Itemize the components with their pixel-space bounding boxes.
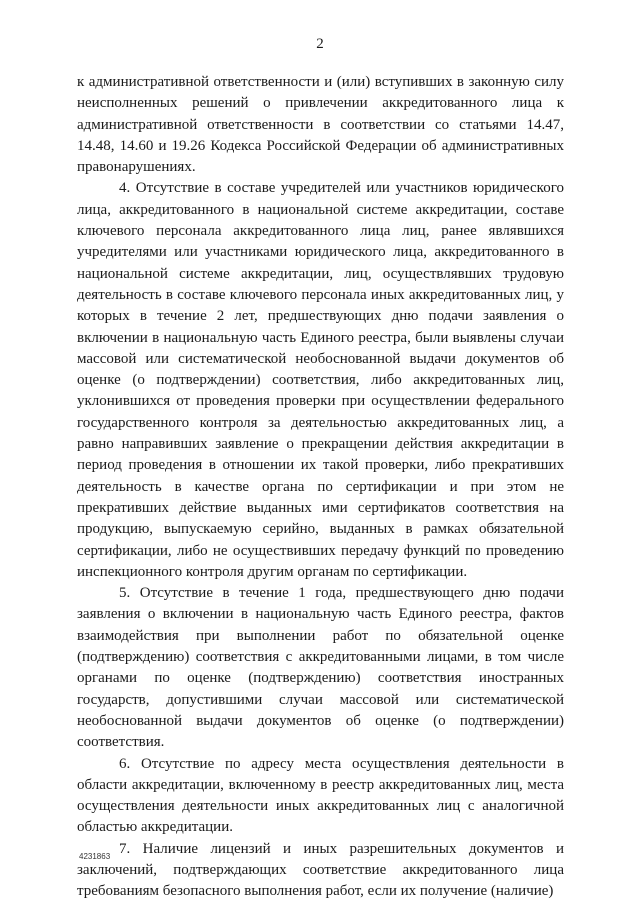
- paragraph-item-5: 5. Отсутствие в течение 1 года, предшествующего дню подачи заявления о включении в национальную часть Единого реестра, фактов взаимодействия при выполнении работ по обязательной оценке (подтверждению) соответствия с аккредитованными лицами, в том числе органами по оценке (подтверждению) соответствия иностранных государств, допустившими случаи массовой или систематической необоснованной выдачи документов об оценке (о подтверждении) соответствия.: [77, 585, 564, 751]
- document-code: 4231863: [79, 852, 111, 861]
- paragraph-item-4: 4. Отсутствие в составе учредителей или участников юридического лица, аккредитованного в национальной системе аккредитации, составе ключевого персонала аккредитованного лица лиц, ранее являвшихся учредителями или участниками юридического лица, аккредитованного в национальной системе аккредитации, лиц, осуществлявших трудовую деятельность в составе ключевого персонала иных аккредитованных лиц, у которых в течение 2 лет, предшествующих дню подачи заявления о включении в национальную часть Единого реестра, были выявлены случаи массовой или систематической необоснованной выдачи документов об оценке (о подтверждении) соответствия, либо аккредитованных лиц, уклонившихся от проведения проверки при осуществлении федерального государственного контроля за деятельностью аккредитованных лиц, а равно направивших заявление о прекращении действия аккредитации в период проведения в отношении их такой проверки, либо прекративших деятельность в качестве органа по сертификации и при этом не прекративших действие выданных ими сертификатов соответствия на продукцию, выпускаемую серийно, выданных в рамках обязательной сертификации, либо не осуществивших передачу функций по проведению инспекционного контроля другим органам по сертификации.: [77, 180, 564, 580]
- document-body: [77, 72, 564, 903]
- paragraph-continuation: к административной ответственности и (или) вступивших в законную силу неисполненных решений о привлечении аккредитованного лица к административной ответственности в соответствии со статьями 14.47, 14.48, 14.60 и 19.26 Кодекса Российской Федерации об административных правонарушениях.: [77, 74, 564, 176]
- paragraph-item-6: 6. Отсутствие по адресу места осуществления деятельности в области аккредитации, включенному в реестр аккредитованных лиц, места осуществления деятельности иных аккредитованных лиц с аналогичной областью аккредитации.: [77, 755, 564, 836]
- paragraph-item-7: 7. Наличие лицензий и иных разрешительных документов и заключений, подтверждающих соответствие аккредитованного лица требованиям безопасного выполнения работ, если их получение (наличие): [77, 840, 564, 900]
- page-number: 2: [316, 36, 324, 52]
